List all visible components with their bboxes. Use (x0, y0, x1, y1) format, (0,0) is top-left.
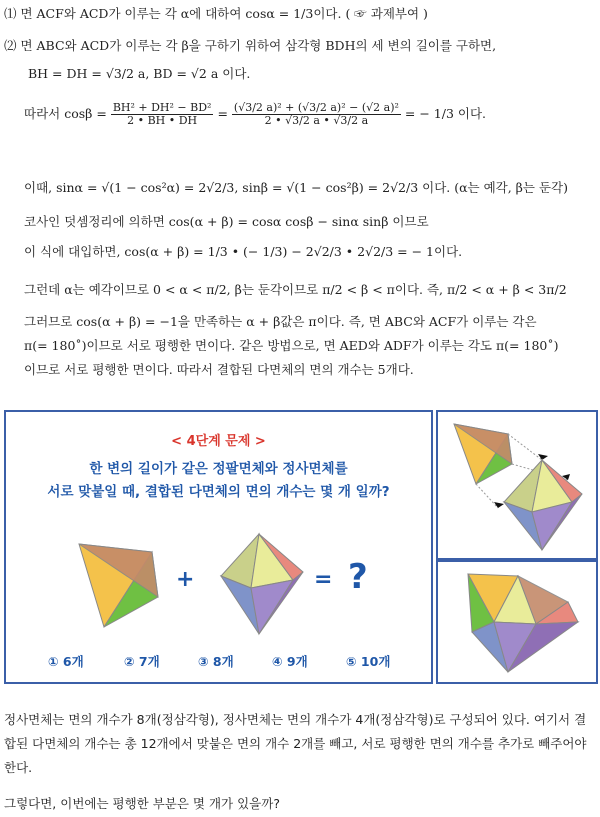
option-4[interactable]: ④ 9개 (272, 654, 308, 669)
fraction-2-numerator: (√3/2 a)² + (√3/2 a)² − (√2 a)² (233, 101, 399, 114)
guide-line-2 (476, 484, 498, 508)
fraction-1-numerator: BH² + DH² − BD² (112, 101, 212, 114)
exploded-figure (438, 412, 596, 558)
cos-beta-fraction-1 (111, 102, 214, 127)
question-line-1: 한 변의 길이가 같은 정팔면체와 정사면체를 (89, 461, 348, 477)
question-mark: ? (348, 557, 368, 597)
solution-line-8: 그런데 α는 예각이므로 0 < α < π/2, β는 둔각이므로 π/2 < β < π이다. 즉, π/2 < α + β < 3π/2 (24, 282, 567, 297)
guide-line-1 (508, 434, 542, 460)
fraction-1-denominator: 2 • BH • DH (127, 114, 198, 128)
solution-line-1: ⑴ 면 ACF와 ACD가 이루는 각 α에 대하여 cosα = 1/3이다. ( ☞ 과제부여 ) (4, 6, 428, 21)
equals-symbol: = (314, 567, 333, 592)
fraction-2-denominator: 2 • √3/2 a • √3/2 a (264, 114, 369, 128)
plus-sign: + (176, 567, 195, 592)
option-3[interactable]: ③ 8개 (198, 654, 234, 669)
tetrahedron-figure (74, 532, 164, 632)
explanation-paragraph: 정사면체는 면의 개수가 8개(정삼각형), 정사면체는 면의 개수가 4개(정삼각형)로 구성되어 있다. 여기서 결합된 다면체의 개수는 총 12개에서 맞붙은 면의 개수 2개를 빼고, 서로 평행한 면의 개수를 추가로 빼주어야 한다. (4, 712, 587, 775)
arrow-head-1 (538, 454, 548, 460)
cos-beta-fraction-2 (232, 102, 401, 127)
stage-title: < 4단계 문제 > (171, 434, 266, 449)
cos-beta-suffix: = − 1/3 이다. (404, 106, 486, 122)
figure-panel-exploded (436, 410, 598, 560)
solution-line-10: π(= 180˚)이므로 서로 평행한 면이다. 같은 방법으로, 면 AED와 ADF가 이루는 각도 π(= 180˚) (24, 338, 559, 353)
octahedron-figure (211, 530, 311, 640)
solution-line-7: 이 식에 대입하면, cos(α + β) = 1/3 • (− 1/3) − 2√2/3 • 2√2/3 = − 1이다. (24, 244, 463, 259)
option-1[interactable]: ① 6개 (48, 654, 84, 669)
solution-line-9: 그러므로 cos(α + β) = −1을 만족하는 α + β값은 π이다. 즉, 면 ABC와 ACF가 이루는 각은 (24, 314, 537, 329)
option-5[interactable]: ⑤ 10개 (346, 654, 391, 669)
solution-line-3: BH = DH = √3/2 a, BD = √2 a 이다. (28, 66, 251, 81)
solution-line-6: 코사인 덧셈정리에 의하면 cos(α + β) = cosα cosβ − sinα sinβ 이므로 (24, 214, 429, 229)
solution-line-11: 이므로 서로 평행한 면이다. 따라서 결합된 다면체의 면의 개수는 5개다. (24, 362, 414, 377)
equals-sign: = (217, 106, 228, 122)
question-line-2: 서로 맞붙일 때, 결합된 다면체의 면의 개수는 몇 개 일까? (47, 484, 390, 500)
figure-panel-combined (436, 560, 598, 684)
cos-beta-prefix: 따라서 cosβ = (24, 106, 107, 122)
option-2[interactable]: ② 7개 (124, 654, 160, 669)
solution-line-5: 이때, sinα = √(1 − cos²α) = 2√2/3, sinβ = √(1 − cos²β) = 2√2/3 이다. (α는 예각, β는 둔각) (24, 180, 568, 195)
cos-beta-equation (24, 102, 486, 127)
problem-panel (4, 410, 433, 684)
octa-face-bottom-front (251, 580, 293, 634)
follow-up-question: 그렇다면, 이번에는 평행한 부분은 몇 개가 있을까? (4, 796, 280, 811)
combined-figure (438, 562, 596, 682)
solution-line-2: ⑵ 면 ABC와 ACD가 이루는 각 β을 구하기 위하여 삼각형 BDH의 세 변의 길이를 구하면, (4, 38, 497, 53)
